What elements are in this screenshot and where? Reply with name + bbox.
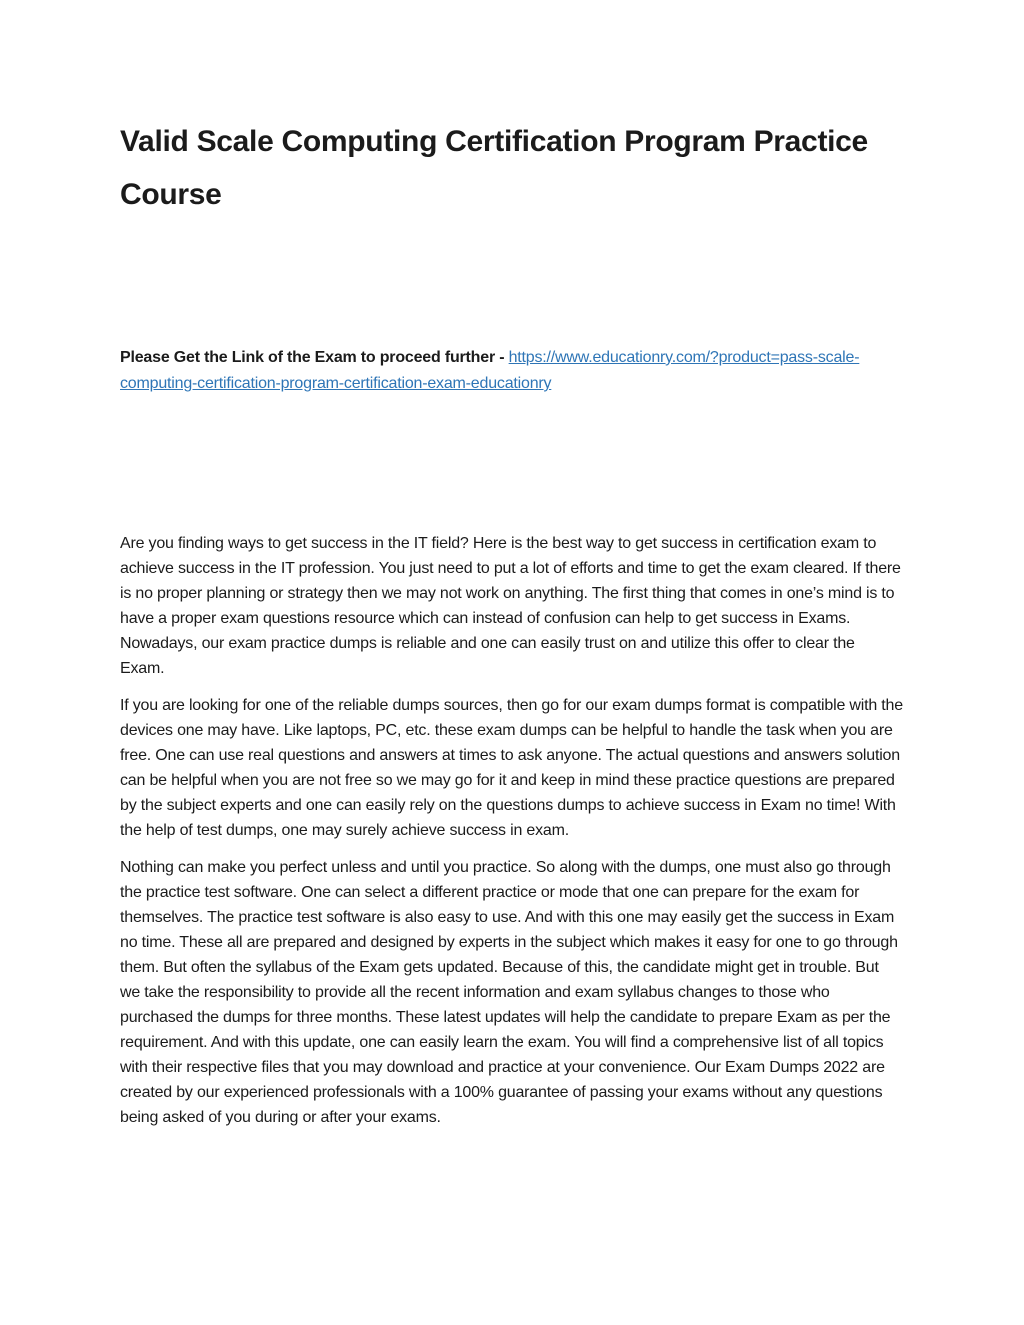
exam-link-line [120,345,903,397]
paragraph-practice-software: Nothing can make you perfect unless and until you practice. So along with the dumps, one must also go through the practice test software. One can select a different practice or mode that one can prepare for the exam for themselves. The practice test software is also easy to use. And with this one may easily get the success in Exam no time. These all are prepared and designed by experts in the subject which makes it easy for one to go through them. But often the syllabus of the Exam gets updated. Because of this, the candidate might get in trouble. But we take the responsibility to provide all the recent information and exam syllabus changes to those who purchased the dumps for three months. These latest updates will help the candidate to prepare Exam as per the requirement. And with this update, one can easily learn the exam. You will find a comprehensive list of all topics with their respective files that you may download and practice at your convenience. Our Exam Dumps 2022 are created by our experienced professionals with a 100% guarantee of passing your exams without any questions being asked of you during or after your exams. [120,859,898,1126]
exam-product-link[interactable]: https://www.educationry.com/?product=pass-scale-computing-certification-program-certification-exam-educationry [120,349,860,392]
page-title: Valid Scale Computing Certification Program Practice Course [120,125,868,211]
paragraph-intro-success: Are you finding ways to get success in the IT field? Here is the best way to get success in certification exam to achieve success in the IT profession. You just need to put a lot of efforts and time to get the exam cleared. If there is no proper planning or strategy then we may not work on anything. The first thing that comes in one’s mind is to have a proper exam questions resource which can instead of confusion can help to get success in Exams. Nowadays, our exam practice dumps is reliable and one can easily trust on and utilize this offer to clear the Exam. [120,535,901,677]
paragraph-dumps-format: If you are looking for one of the reliable dumps sources, then go for our exam dumps format is compatible with the devices one may have. Like laptops, PC, etc. these exam dumps can be helpful to handle the task when you are free. One can use real questions and answers at times to ask anyone. The actual questions and answers solution can be helpful when you are not free so we may go for it and keep in mind these practice questions are prepared by the subject experts and one can easily rely on the questions dumps to achieve success in Exam no time! With the help of test dumps, one may surely achieve success in exam. [120,697,903,839]
link-intro-text: Please Get the Link of the Exam to proceed further - [120,349,509,366]
